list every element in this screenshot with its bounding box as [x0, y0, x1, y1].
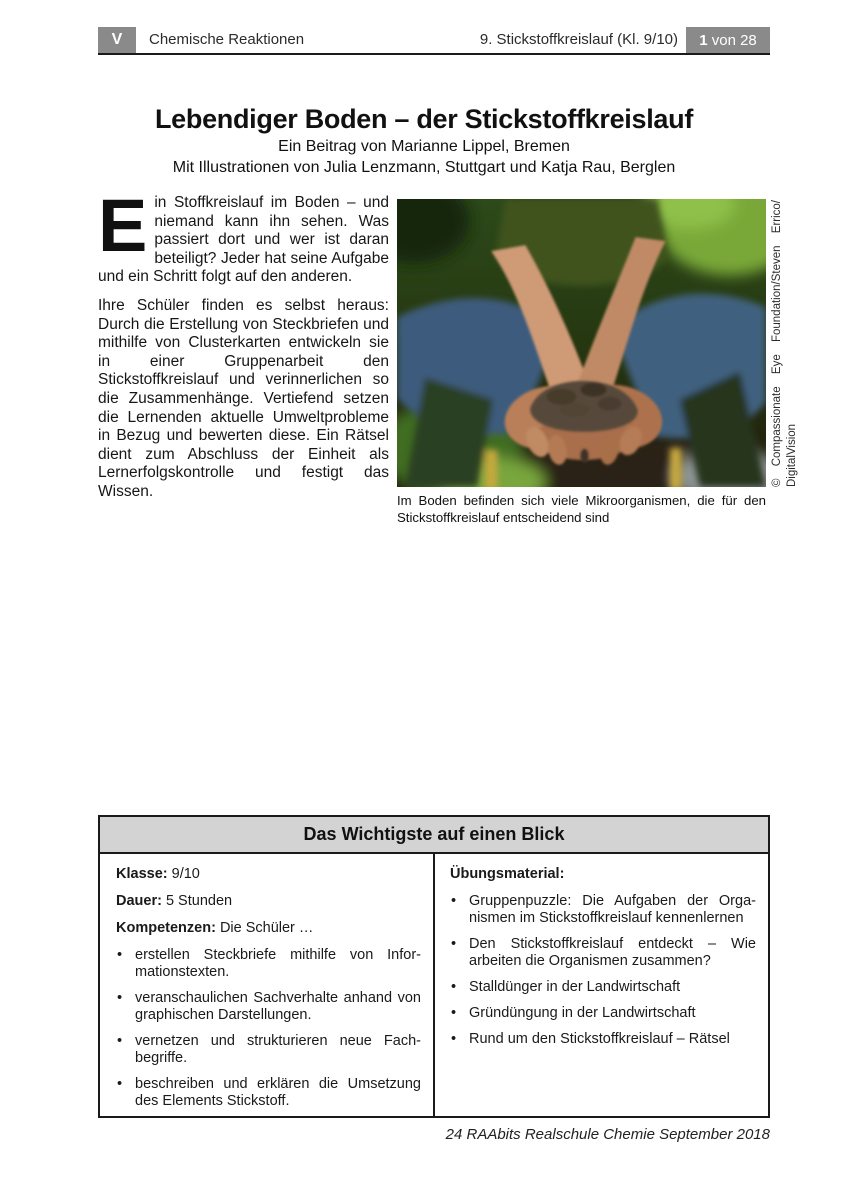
list-item: • erstellen Steckbriefe mithilfe von Informationstexten. [116, 947, 421, 981]
list-item: • Gruppenpuzzle: Die Aufgaben der Organismen im Stickstoffkreislauf kennenlernen [450, 893, 756, 927]
material-label: Übungsmaterial: [450, 866, 565, 882]
overview-box [98, 815, 770, 1118]
overview-left-column [100, 854, 435, 1116]
kompetenzen-value: Die Schüler … [219, 920, 314, 936]
list-item: • vernetzen und strukturieren neue Fachbegriffe. [116, 1033, 421, 1067]
dauer-value: 5 Stunden [165, 893, 233, 909]
list-item: • Rund um den Stickstoffkreislauf – Rätsel [450, 1031, 756, 1048]
photo-caption: Im Boden befinden sich viele Mikroorganismen, die für den Stickstoffkreislauf entscheidend sind [397, 493, 766, 525]
intro-paragraph-1-text: in Stoffkreislauf im Boden – und niemand kann ihn sehen. Was passiert dort und wer ist daran beteiligt? Jeder hat seine Aufgabe und ein Schritt folgt auf den anderen. [98, 194, 389, 286]
list-item: • Stalldünger in der Landwirtschaft [450, 979, 756, 996]
intro-text [98, 184, 389, 512]
photo-credit-line-2: DigitalVision [786, 423, 798, 487]
byline [88, 136, 760, 178]
page-indicator [686, 27, 770, 53]
list-item: • Den Stickstoffkreislauf entdeckt – Wie arbeiten die Organismen zusammen? [450, 936, 756, 970]
soil-hands-photo [397, 199, 766, 487]
overview-box-title: Das Wichtigste auf einen Blick [100, 817, 768, 854]
klasse-label: Klasse: [116, 866, 168, 882]
photo-credit [770, 200, 800, 487]
list-item: • beschreiben und erklären die Umsetzung des Elements Stickstoff. [116, 1076, 421, 1110]
dauer-label: Dauer: [116, 893, 162, 909]
list-item: • veranschaulichen Sachverhalte anhand von graphischen Darstellungen. [116, 990, 421, 1024]
unit-title: Chemische Reaktionen [149, 31, 305, 48]
dauer-row [116, 893, 421, 910]
page-total: von 28 [711, 31, 757, 49]
photo-credit-line-1: © Compassionate Eye Foundation/Steven Errico/ [771, 200, 783, 487]
page-number: 1 [699, 31, 708, 49]
kompetenzen-label: Kompetenzen: [116, 920, 216, 936]
list-item: • Gründüngung in der Landwirtschaft [450, 1005, 756, 1022]
unit-letter: V [111, 31, 123, 48]
header-rule [98, 53, 770, 55]
unit-letter-badge [98, 27, 136, 53]
soil-hands-photo-graphic [397, 199, 766, 487]
klasse-row [116, 866, 421, 883]
drop-cap: E [98, 184, 148, 267]
overview-box-body [100, 854, 768, 1116]
byline-author: Ein Beitrag von Marianne Lippel, Bremen [278, 138, 570, 155]
material-row [450, 866, 756, 883]
klasse-value: 9/10 [171, 866, 200, 882]
kompetenzen-row [116, 920, 421, 937]
footer-credit: 24 RAAbits Realschule Chemie September 2018 [445, 1126, 770, 1143]
chapter-title: 9. Stickstoffkreislauf (Kl. 9/10) [479, 31, 678, 48]
intro-paragraph-2: Ihre Schüler finden es selbst heraus: Durch die Erstellung von Steckbriefen und mithilfe von Clusterkarten entwickeln sie in einer Gruppenarbeit den Stickstoffkreislauf und verinnerlichen so die Zusammenhänge. Vertiefend setzen die Lernenden aktuelle Umweltprobleme in Bezug und bewerten diese. Ein Rätsel dient zum Abschluss der Einheit als Lernerfolgskontrolle und festigt das Wissen. [98, 296, 389, 500]
overview-right-column [435, 854, 768, 1116]
page-title: Lebendiger Boden – der Stickstoffkreislauf [154, 104, 694, 135]
byline-illustrators: Mit Illustrationen von Julia Lenzmann, Stuttgart und Katja Rau, Berglen [172, 159, 676, 176]
intro-paragraph-1 [98, 184, 389, 287]
